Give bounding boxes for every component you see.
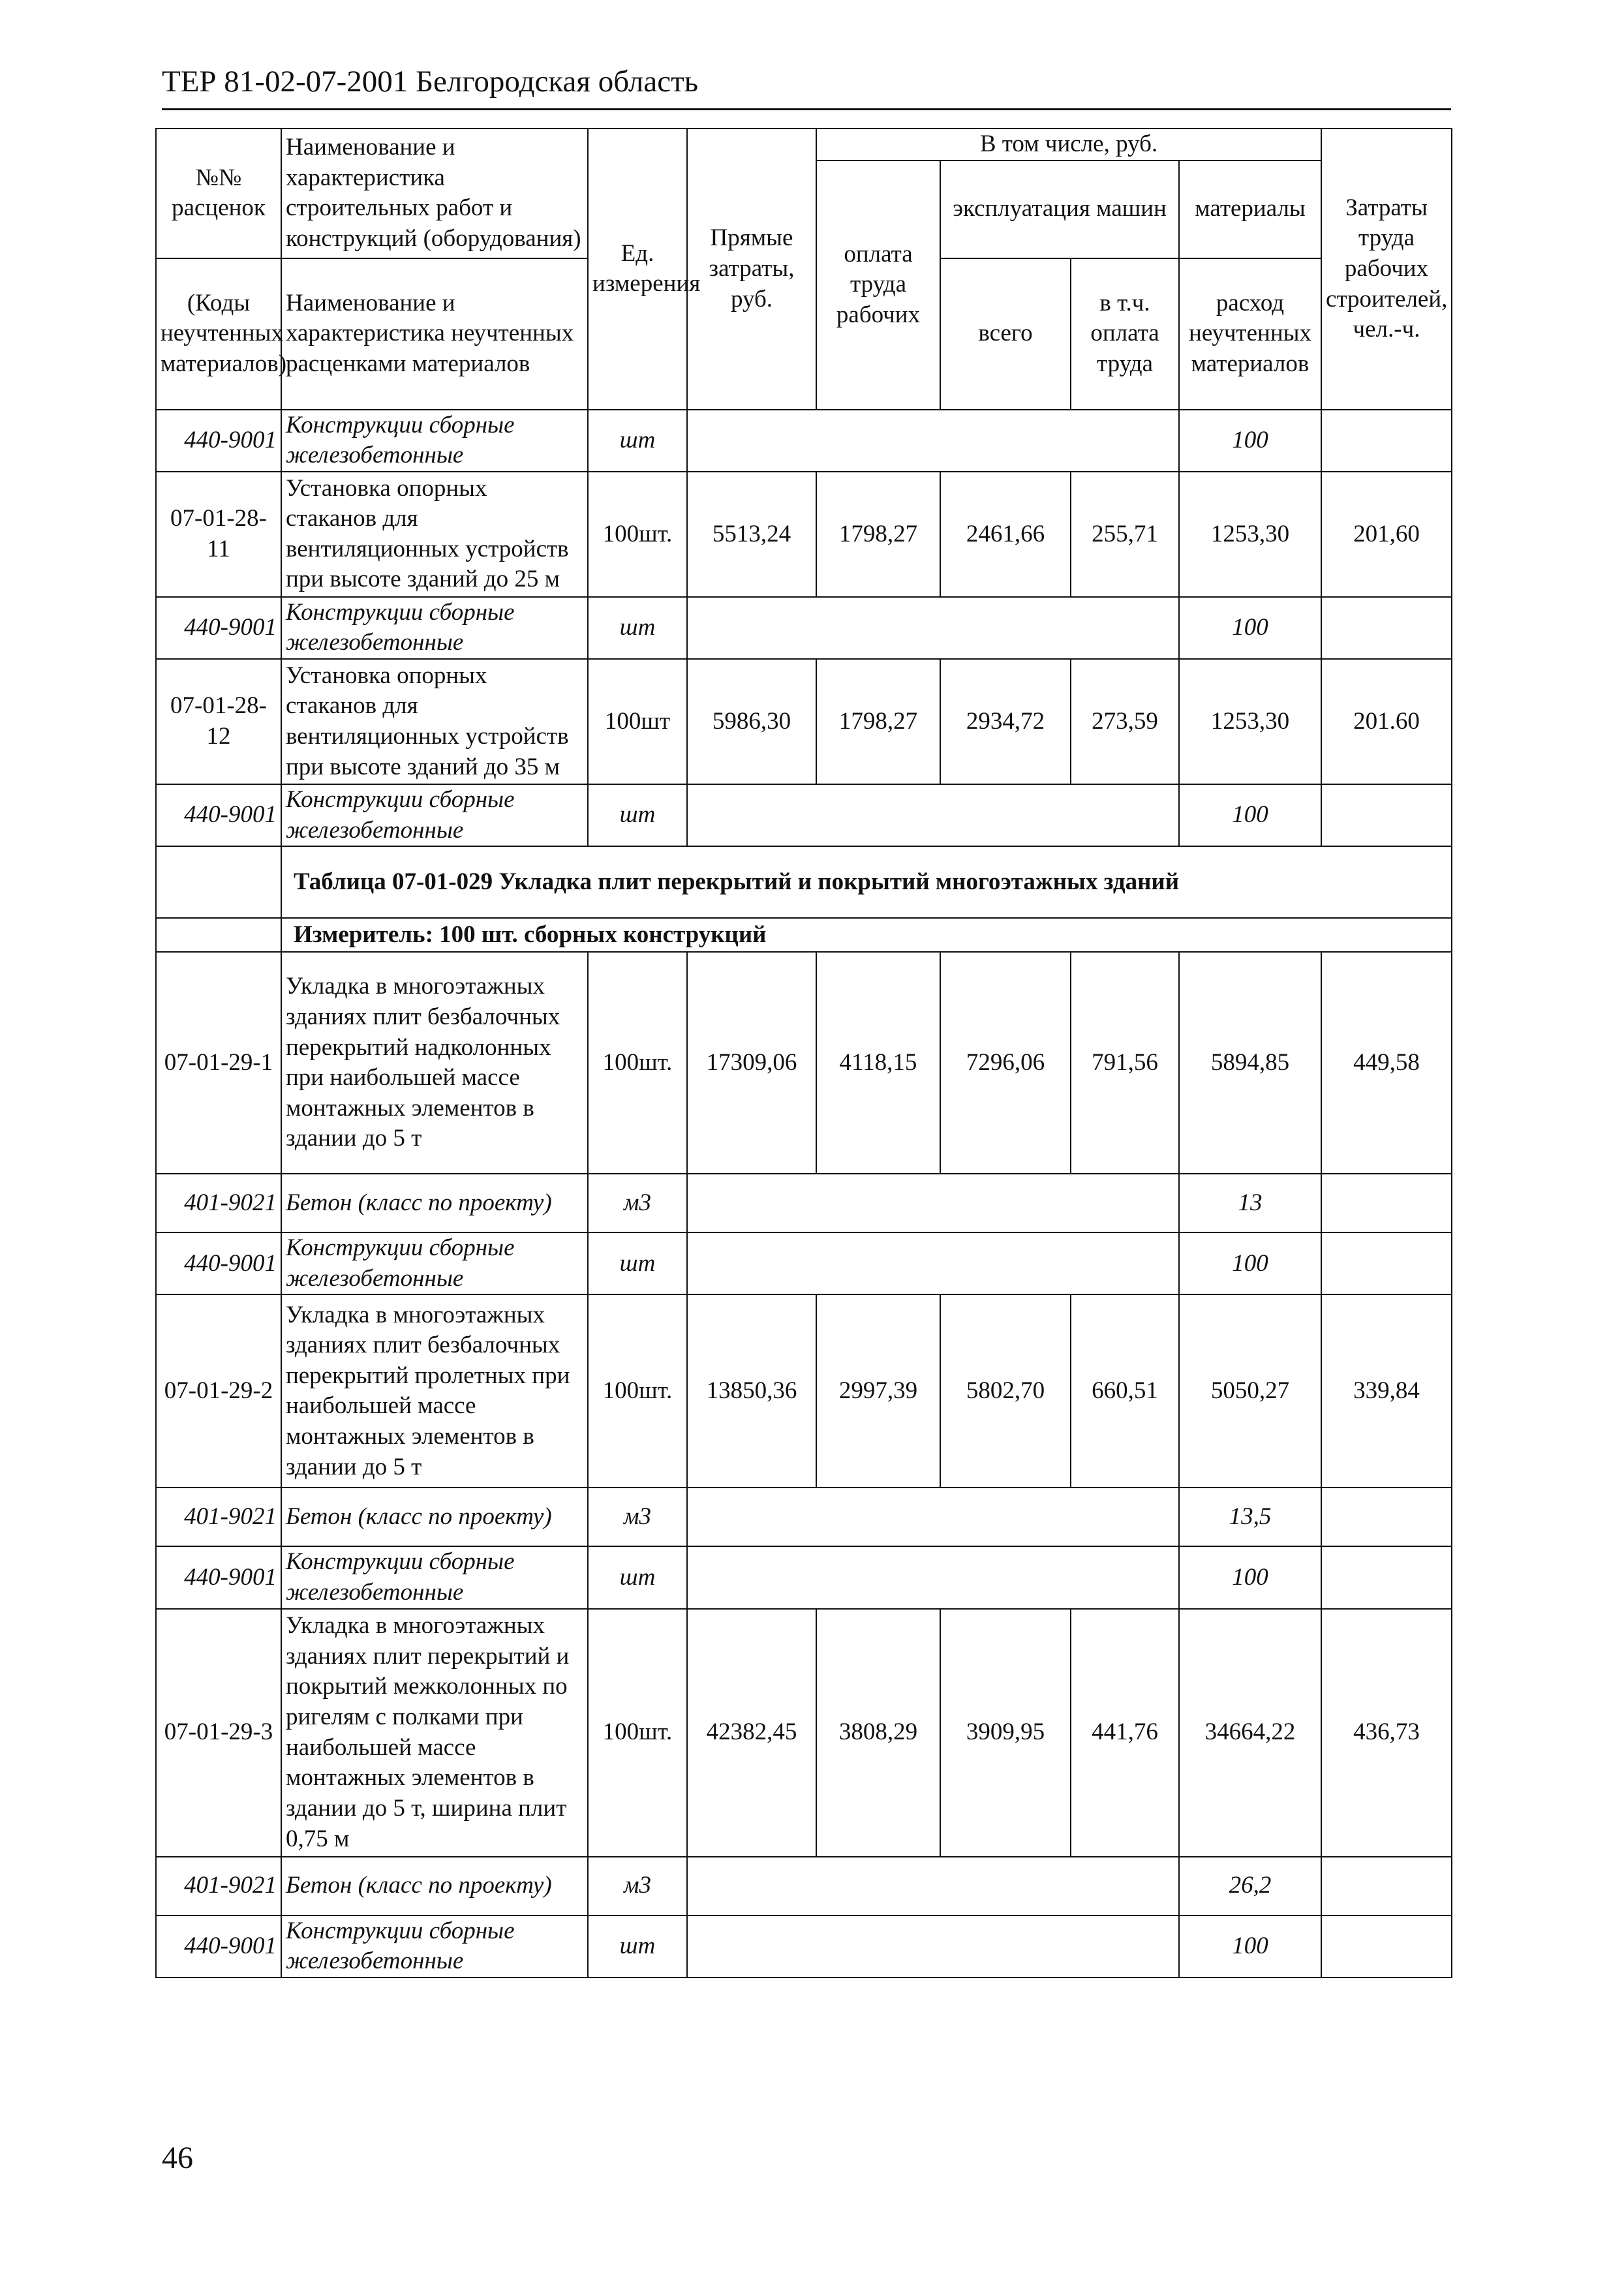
rate-materials-cost: 1253,30: [1179, 659, 1321, 784]
rate-machine-labor-cost: 441,76: [1071, 1609, 1179, 1857]
section-title-blank: [156, 846, 281, 918]
rate-description: Укладка в многоэтажных зданиях плит безбалочных перекрытий надколонных при наибольшей массе монтажных элементов в здании до 5 т: [281, 952, 588, 1174]
col-code-header: №№ расценок: [156, 129, 281, 258]
col-machine-labor-header: в т.ч. оплата труда: [1071, 258, 1179, 410]
col-machine-header: эксплуатация машин: [940, 160, 1179, 258]
rate-code: 07-01-28-12: [156, 659, 281, 784]
rate-labor-cost: 3808,29: [816, 1609, 940, 1857]
material-row: [156, 784, 1452, 846]
material-quantity: 26,2: [1179, 1857, 1321, 1916]
rate-description: Установка опорных стаканов для вентиляционных устройств при высоте зданий до 25 м: [281, 472, 588, 597]
material-blank-end: [1321, 410, 1452, 472]
rate-direct-cost: 13850,36: [687, 1294, 816, 1488]
material-unit: шт: [588, 1916, 687, 1978]
material-row: [156, 1232, 1452, 1294]
rate-machine-cost: 7296,06: [940, 952, 1071, 1174]
material-row: [156, 1916, 1452, 1978]
material-row: [156, 1488, 1452, 1546]
material-blank: [687, 410, 1179, 472]
rate-description: Установка опорных стаканов для вентиляционных устройств при высоте зданий до 35 м: [281, 659, 588, 784]
col-name-alt-header: Наименование и характеристика неучтенных расценками материалов: [281, 258, 588, 410]
material-blank-end: [1321, 1174, 1452, 1232]
rate-materials-cost: 5050,27: [1179, 1294, 1321, 1488]
col-materials-alt-header: расход неучтенных материалов: [1179, 258, 1321, 410]
rate-direct-cost: 5513,24: [687, 472, 816, 597]
rate-machine-labor-cost: 255,71: [1071, 472, 1179, 597]
material-name: Бетон (класс по проекту): [281, 1488, 588, 1546]
header-rule: [162, 108, 1451, 110]
material-code: 440-9001: [156, 1916, 281, 1978]
col-materials-header: материалы: [1179, 160, 1321, 258]
rate-machine-labor-cost: 273,59: [1071, 659, 1179, 784]
material-name: Конструкции сборные железобетонные: [281, 597, 588, 659]
rate-description: Укладка в многоэтажных зданиях плит безбалочных перекрытий пролетных при наибольшей массе монтажных элементов в здании до 5 т: [281, 1294, 588, 1488]
material-unit: шт: [588, 784, 687, 846]
material-row: [156, 1174, 1452, 1232]
material-quantity: 100: [1179, 597, 1321, 659]
material-blank: [687, 1232, 1179, 1294]
rate-row: [156, 1294, 1452, 1488]
rate-code: 07-01-29-3: [156, 1609, 281, 1857]
material-name: Бетон (класс по проекту): [281, 1174, 588, 1232]
material-unit: м3: [588, 1174, 687, 1232]
material-row: [156, 1546, 1452, 1608]
page-header: ТЕР 81-02-07-2001 Белгородская область: [162, 65, 699, 99]
rate-direct-cost: 17309,06: [687, 952, 816, 1174]
material-quantity: 100: [1179, 1232, 1321, 1294]
material-code: 440-9001: [156, 597, 281, 659]
material-code: 440-9001: [156, 1546, 281, 1608]
material-blank-end: [1321, 1916, 1452, 1978]
rate-machine-cost: 2934,72: [940, 659, 1071, 784]
rate-labor-cost: 2997,39: [816, 1294, 940, 1488]
material-blank-end: [1321, 1488, 1452, 1546]
rate-machine-labor-cost: 660,51: [1071, 1294, 1179, 1488]
rate-machine-labor-cost: 791,56: [1071, 952, 1179, 1174]
material-unit: шт: [588, 597, 687, 659]
rate-labor-cost: 1798,27: [816, 659, 940, 784]
page-number: 46: [162, 2141, 193, 2175]
rate-materials-cost: 5894,85: [1179, 952, 1321, 1174]
col-unit-header: Ед. измерения: [588, 129, 687, 410]
material-quantity: 13,5: [1179, 1488, 1321, 1546]
rates-table: [155, 128, 1452, 1978]
material-unit: м3: [588, 1857, 687, 1916]
material-blank-end: [1321, 1546, 1452, 1608]
material-unit: шт: [588, 410, 687, 472]
rate-worker-hours: 436,73: [1321, 1609, 1452, 1857]
rate-materials-cost: 34664,22: [1179, 1609, 1321, 1857]
rate-code: 07-01-28-11: [156, 472, 281, 597]
material-unit: шт: [588, 1546, 687, 1608]
material-name: Конструкции сборные железобетонные: [281, 410, 588, 472]
material-quantity: 100: [1179, 1546, 1321, 1608]
col-direct-header: Прямые затраты, руб.: [687, 129, 816, 410]
rate-unit: 100шт.: [588, 1294, 687, 1488]
col-incl-header: В том числе, руб.: [816, 129, 1321, 160]
rate-row: [156, 472, 1452, 597]
header-row-1: [156, 129, 1452, 160]
material-code: 401-9021: [156, 1857, 281, 1916]
material-blank: [687, 1546, 1179, 1608]
rate-labor-cost: 4118,15: [816, 952, 940, 1174]
col-machine-total-header: всего: [940, 258, 1071, 410]
material-unit: шт: [588, 1232, 687, 1294]
rate-unit: 100шт.: [588, 952, 687, 1174]
rate-direct-cost: 5986,30: [687, 659, 816, 784]
measure-row: [156, 918, 1452, 952]
material-blank-end: [1321, 1857, 1452, 1916]
rate-machine-cost: 2461,66: [940, 472, 1071, 597]
rate-unit: 100шт: [588, 659, 687, 784]
material-name: Конструкции сборные железобетонные: [281, 784, 588, 846]
material-quantity: 13: [1179, 1174, 1321, 1232]
material-unit: м3: [588, 1488, 687, 1546]
rate-materials-cost: 1253,30: [1179, 472, 1321, 597]
rate-worker-hours: 201.60: [1321, 659, 1452, 784]
rate-machine-cost: 5802,70: [940, 1294, 1071, 1488]
material-quantity: 100: [1179, 410, 1321, 472]
section-title: Таблица 07-01-029 Укладка плит перекрытий и покрытий многоэтажных зданий: [281, 846, 1452, 918]
material-row: [156, 410, 1452, 472]
measure-unit: Измеритель: 100 шт. сборных конструкций: [281, 918, 1452, 952]
rate-unit: 100шт.: [588, 1609, 687, 1857]
rate-worker-hours: 339,84: [1321, 1294, 1452, 1488]
material-blank: [687, 1488, 1179, 1546]
material-blank: [687, 784, 1179, 846]
material-row: [156, 597, 1452, 659]
rate-description: Укладка в многоэтажных зданиях плит перекрытий и покрытий межколонных по ригелям с полками при наибольшей массе монтажных элементов в здании до 5 т, ширина плит 0,75 м: [281, 1609, 588, 1857]
material-blank-end: [1321, 1232, 1452, 1294]
rate-worker-hours: 201,60: [1321, 472, 1452, 597]
rate-row: [156, 659, 1452, 784]
col-code-alt-header: (Коды неучтенных материалов): [156, 258, 281, 410]
material-blank: [687, 597, 1179, 659]
material-name: Бетон (класс по проекту): [281, 1857, 588, 1916]
material-code: 440-9001: [156, 410, 281, 472]
rate-direct-cost: 42382,45: [687, 1609, 816, 1857]
col-name-header: Наименование и характеристика строительных работ и конструкций (оборудования): [281, 129, 588, 258]
rate-code: 07-01-29-1: [156, 952, 281, 1174]
material-code: 440-9001: [156, 1232, 281, 1294]
material-blank: [687, 1857, 1179, 1916]
col-labor-header: оплата труда рабочих: [816, 160, 940, 410]
rate-machine-cost: 3909,95: [940, 1609, 1071, 1857]
material-name: Конструкции сборные железобетонные: [281, 1916, 588, 1978]
material-code: 401-9021: [156, 1488, 281, 1546]
material-quantity: 100: [1179, 784, 1321, 846]
material-code: 440-9001: [156, 784, 281, 846]
material-row: [156, 1857, 1452, 1916]
material-blank-end: [1321, 597, 1452, 659]
rate-row: [156, 952, 1452, 1174]
material-blank: [687, 1174, 1179, 1232]
rate-row: [156, 1609, 1452, 1857]
material-blank: [687, 1916, 1179, 1978]
material-name: Конструкции сборные железобетонные: [281, 1232, 588, 1294]
material-name: Конструкции сборные железобетонные: [281, 1546, 588, 1608]
rate-unit: 100шт.: [588, 472, 687, 597]
section-title-row: [156, 846, 1452, 918]
material-code: 401-9021: [156, 1174, 281, 1232]
measure-blank: [156, 918, 281, 952]
material-blank-end: [1321, 784, 1452, 846]
rate-worker-hours: 449,58: [1321, 952, 1452, 1174]
col-workers-header: Затраты труда рабочих строителей, чел.-ч.: [1321, 129, 1452, 410]
rate-labor-cost: 1798,27: [816, 472, 940, 597]
rate-code: 07-01-29-2: [156, 1294, 281, 1488]
material-quantity: 100: [1179, 1916, 1321, 1978]
